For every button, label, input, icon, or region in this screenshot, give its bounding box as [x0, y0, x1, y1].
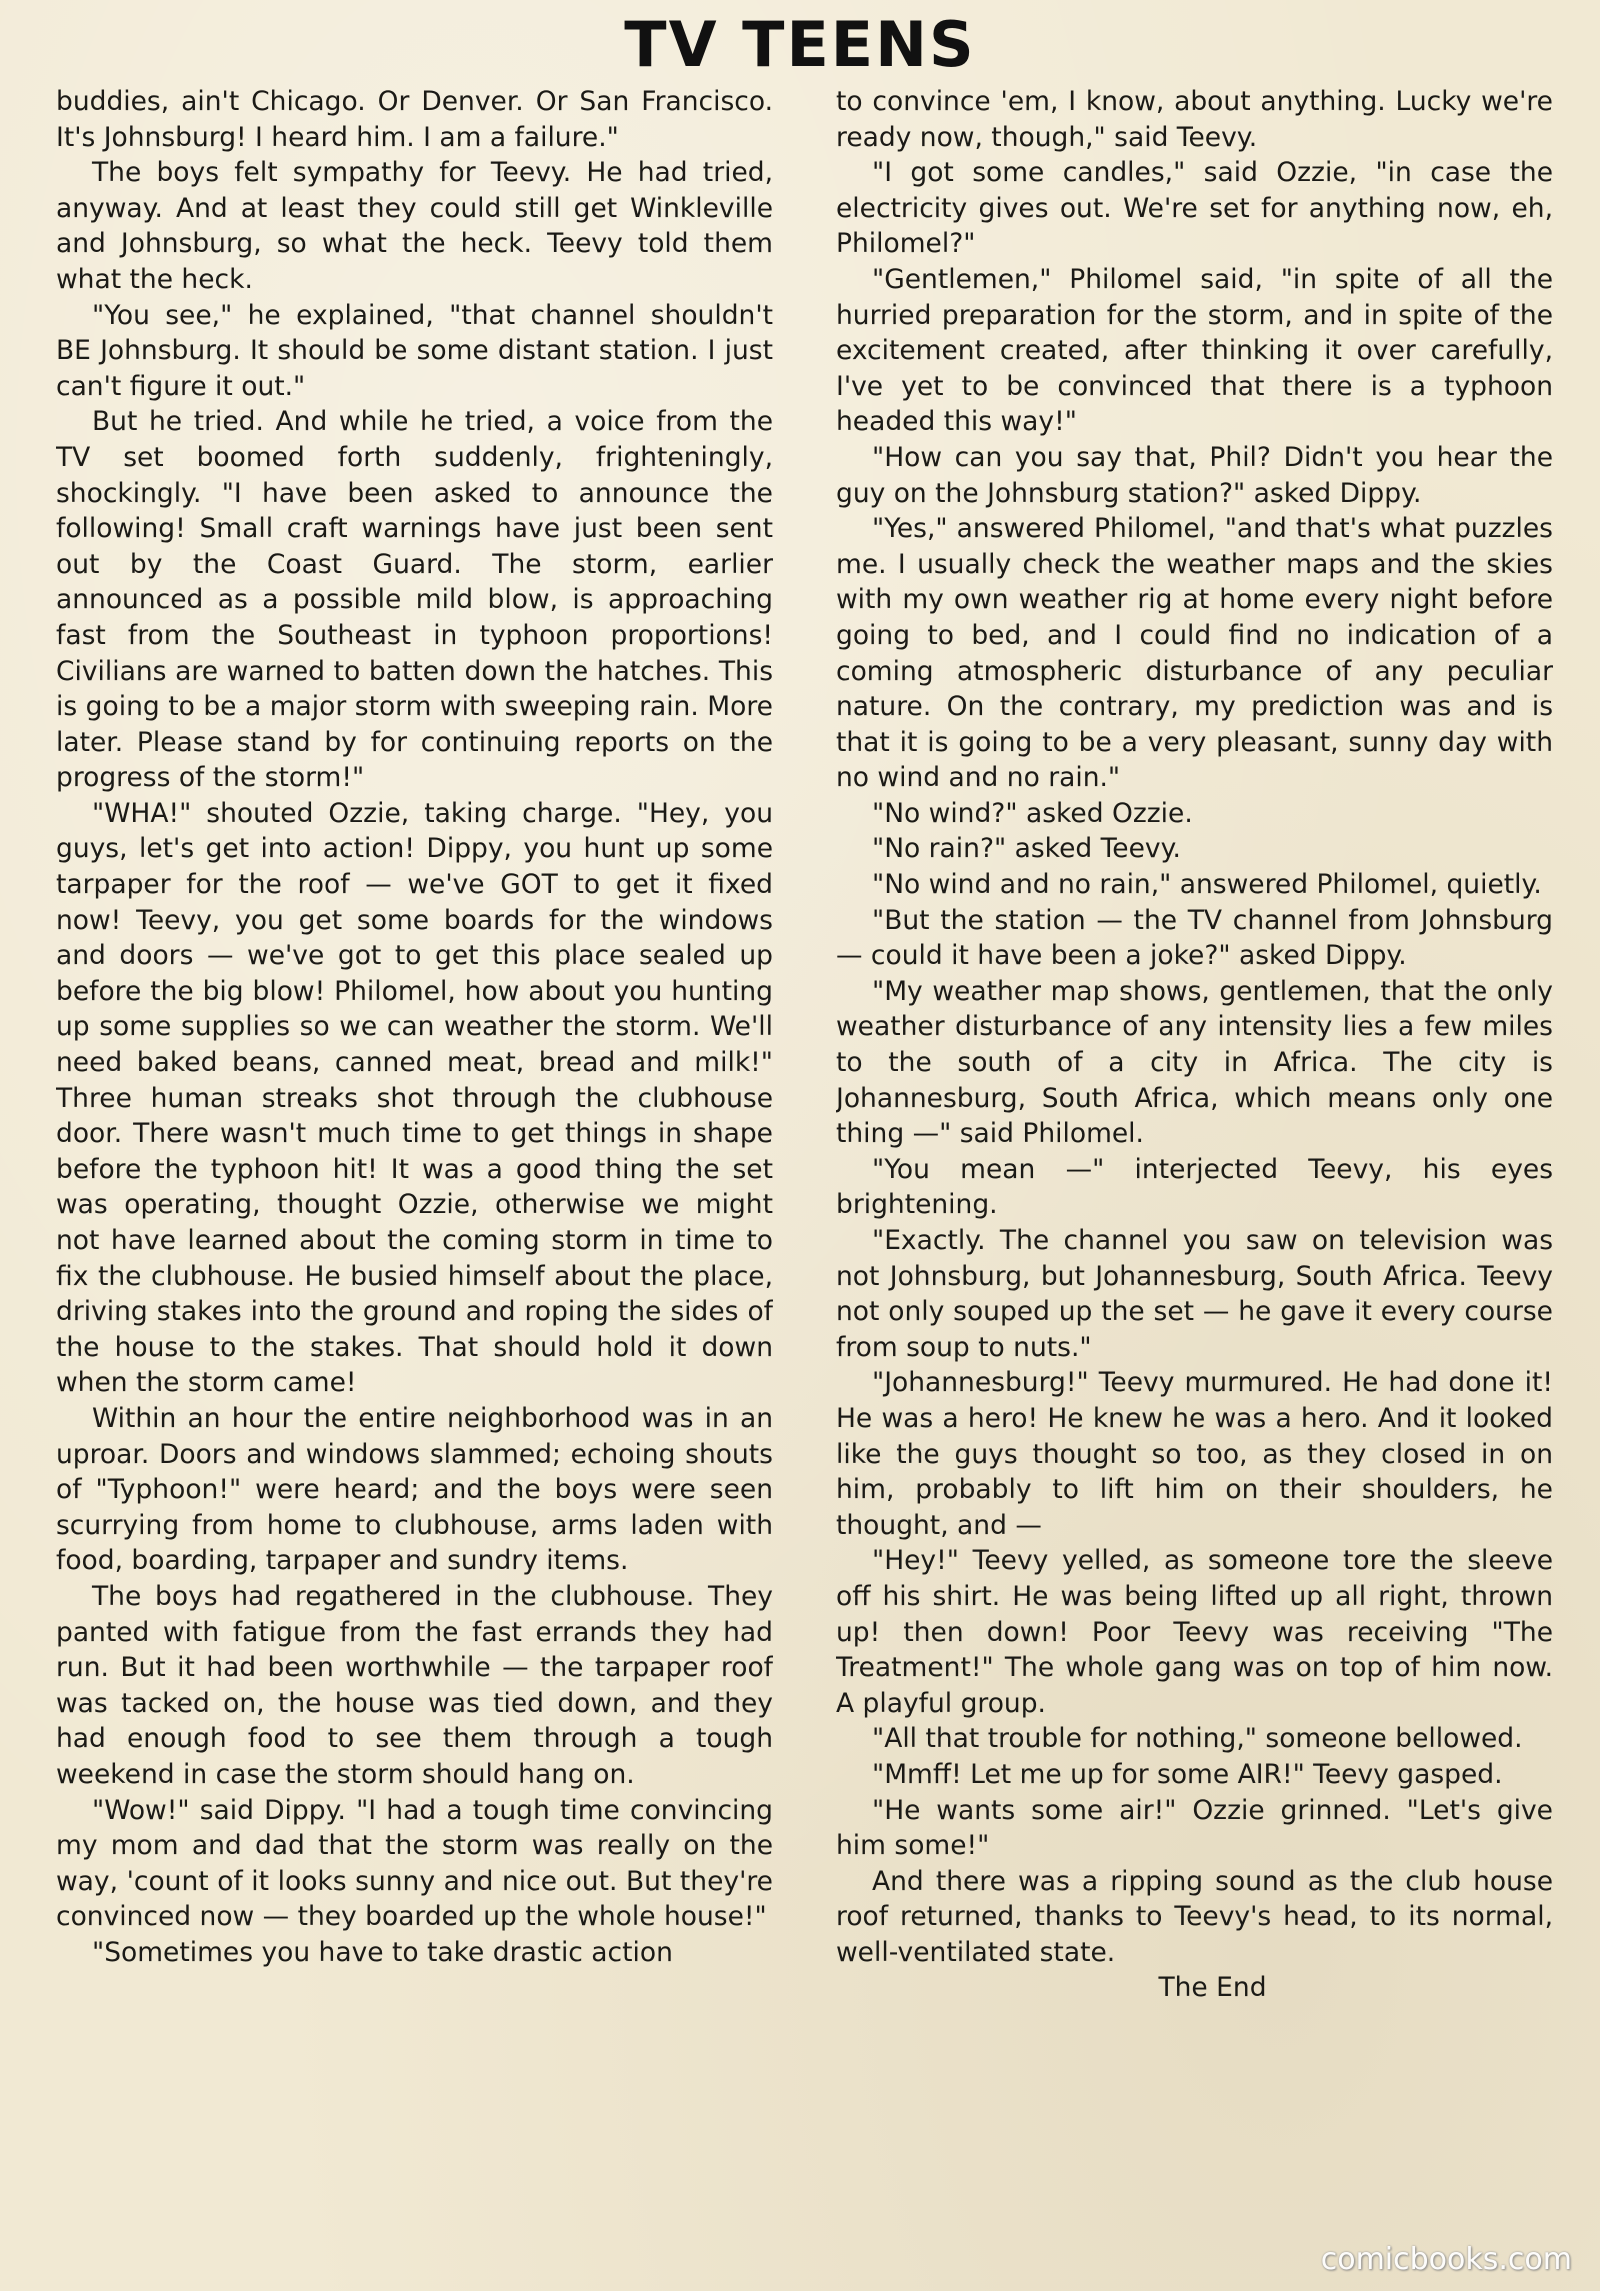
paragraph: "Wow!" said Dippy. "I had a tough time convincing my mom and dad that the storm was really on the way, 'count of it looks sunny and nice out. But they're convinced now — they boarded up the whole house!"	[56, 1794, 773, 1933]
paragraph: "But the station — the TV channel from Johnsburg — could it have been a joke?" asked Dippy.	[836, 904, 1553, 972]
paragraph: "I got some candles," said Ozzie, "in case the electricity gives out. We're set for anything now, eh, Philomel?"	[836, 157, 1553, 260]
paragraph: "How can you say that, Phil? Didn't you hear the guy on the Johnsburg station?" asked Dippy.	[836, 441, 1553, 509]
paragraph: "Yes," answered Philomel, "and that's what puzzles me. I usually check the weather maps and the skies with my own weather rig at home every night before going to bed, and I could find no indication of a coming atmospheric disturbance of any peculiar nature. On the contrary, my prediction was and is that it is going to be a very pleasant, sunny day with no wind and no rain."	[836, 513, 1553, 794]
paragraph: "You see," he explained, "that channel shouldn't BE Johnsburg. It should be some distant station. I just can't figure it out."	[56, 299, 773, 402]
paragraph: "You mean —" interjected Teevy, his eyes brightening.	[836, 1153, 1553, 1221]
paragraph: "All that trouble for nothing," someone bellowed.	[872, 1723, 1523, 1755]
left-text-column	[56, 84, 773, 2249]
paragraph: Within an hour the entire neighborhood was in an uproar. Doors and windows slammed; echoing shouts of "Typhoon!" were heard; and the boys were seen scurrying from home to clubhouse, arms laden with food, boarding, tarpaper and sundry items.	[56, 1402, 773, 1577]
paragraph: "Sometimes you have to take drastic action	[92, 1936, 673, 1968]
right-text-column	[836, 84, 1553, 2249]
paragraph: "He wants some air!" Ozzie grinned. "Let's give him some!"	[836, 1794, 1553, 1862]
paragraph: But he tried. And while he tried, a voice from the TV set boomed forth suddenly, frighteningly, shockingly. "I have been asked to announce the following! Small craft warnings have just been sent out by the Coast Guard. The storm, earlier announced as a possible mild blow, is approaching fast from the Southeast in typhoon proportions! Civilians are warned to batten down the hatches. This is going to be a major storm with sweeping rain. More later. Please stand by for continuing reports on the progress of the storm!"	[56, 406, 773, 794]
paragraph: The boys had regathered in the clubhouse. They panted with fatigue from the fast errands they had run. But it had been worthwhile — the tarpaper roof was tacked on, the house was tied down, and they had enough food to see them through a tough weekend in case the storm should hang on.	[56, 1580, 773, 1790]
paragraph: "WHA!" shouted Ozzie, taking charge. "Hey, you guys, let's get into action! Dippy, you hunt up some tarpaper for the roof — we've GOT to get it fixed now! Teevy, you get some boards for the windows and doors — we've got to get this place sealed up before the big blow! Philomel, how about you hunting up some supplies so we can weather the storm. We'll need baked beans, canned meat, bread and milk!" Three human streaks shot through the clubhouse door. There wasn't much time to get things in shape before the typhoon hit! It was a good thing the set was operating, thought Ozzie, otherwise we might not have learned about the coming storm in time to fix the clubhouse. He busied himself about the place, driving stakes into the ground and roping the sides of the house to the stakes. That should hold it down when the storm came!	[56, 797, 773, 1399]
paragraph: buddies, ain't Chicago. Or Denver. Or San Francisco. It's Johnsburg! I heard him. I am a failure."	[56, 86, 773, 153]
paragraph: "Mmff! Let me up for some AIR!" Teevy gasped.	[872, 1758, 1503, 1790]
paragraph: The boys felt sympathy for Teevy. He had tried, anyway. And at least they could still get Winkleville and Johnsburg, so what the heck. Teevy told them what the heck.	[56, 157, 773, 295]
the-end-label: The End	[1158, 1972, 1267, 2004]
paragraph: "No wind and no rain," answered Philomel, quietly.	[872, 869, 1542, 901]
paragraph: "No wind?" asked Ozzie.	[872, 797, 1193, 829]
site-watermark: comicbooks.com	[1320, 2242, 1572, 2277]
paragraph: "No rain?" asked Teevy.	[872, 833, 1181, 865]
paragraph: to convince 'em, I know, about anything. Lucky we're ready now, though," said Teevy.	[836, 86, 1553, 153]
paragraph: "Exactly. The channel you saw on television was not Johnsburg, but Johannesburg, South Africa. Teevy not only souped up the set — he gave it every course from soup to nuts."	[836, 1225, 1553, 1363]
paragraph: "Gentlemen," Philomel said, "in spite of all the hurried preparation for the storm, and in spite of the excitement created, after thinking it over carefully, I've yet to be convinced that there is a typhoon headed this way!"	[836, 263, 1553, 438]
paragraph: "Johannesburg!" Teevy murmured. He had done it! He was a hero! He knew he was a hero. And it looked like the guys thought so too, as they closed in on him, probably to lift him on their shoulders, he thought, and —	[836, 1367, 1553, 1541]
paragraph: "Hey!" Teevy yelled, as someone tore the sleeve off his shirt. He was being lifted up all right, thrown up! then down! Poor Teevy was receiving "The Treatment!" The whole gang was on top of him now. A playful group.	[836, 1545, 1553, 1719]
page-title: TV TEENS	[624, 8, 976, 81]
paragraph: And there was a ripping sound as the club house roof returned, thanks to Teevy's head, to its normal, well-ventilated state.	[836, 1865, 1553, 1968]
paragraph: "My weather map shows, gentlemen, that the only weather disturbance of any intensity lies a few miles to the south of a city in Africa. The city is Johannesburg, South Africa, which means only one thing —" said Philomel.	[836, 975, 1553, 1150]
